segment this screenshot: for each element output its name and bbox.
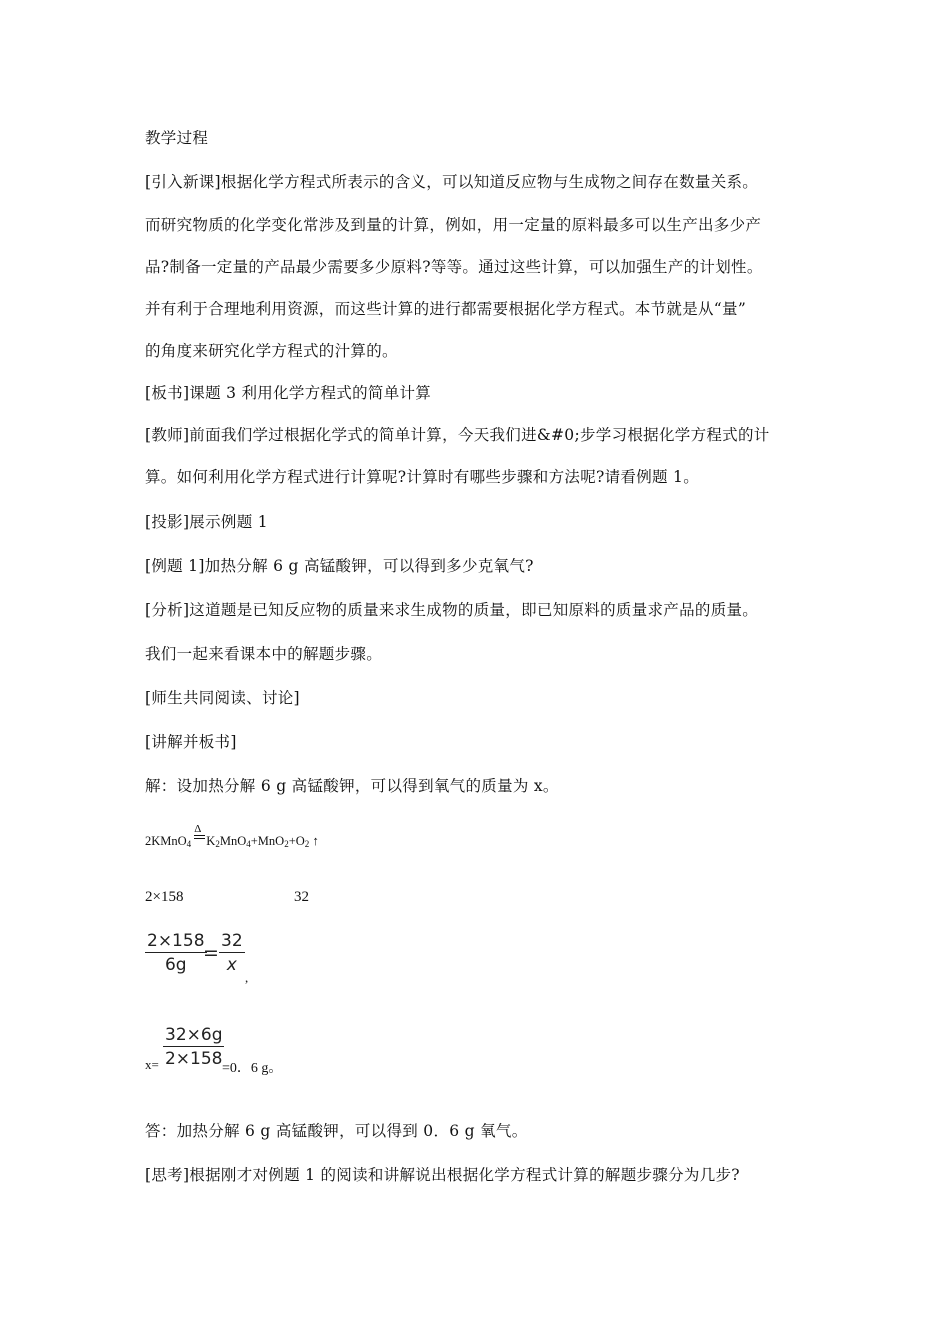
solution-fraction: $\frac{32\times 6g}{2\times 158}$ bbox=[164, 1025, 223, 1069]
blackboard-title: [板书]课题 3 利用化学方程式的简单计算 bbox=[145, 384, 432, 402]
equals-sign bbox=[194, 835, 205, 839]
solution-prefix: x= bbox=[145, 1057, 159, 1072]
eq-reactant: 2KMnO bbox=[145, 834, 187, 848]
example-question: [例题 1]加热分解 6 g 高锰酸钾，可以得到多少克氧气? bbox=[145, 557, 534, 575]
paragraph-line: 的角度来研究化学方程式的汁算的。 bbox=[145, 342, 398, 360]
section-heading: 教学过程 bbox=[145, 129, 209, 147]
solution-result: =0．6 g。 bbox=[222, 1061, 283, 1076]
paragraph-line: [引入新课]根据化学方程式所表示的含义，可以知道反应物与生成物之间存在数量关系。 bbox=[145, 173, 759, 191]
paragraph-line: [教师]前面我们学过根据化学式的简单计算，今天我们进&#0;步学习根据化学方程式的计 bbox=[145, 426, 770, 444]
paragraph-line: 而研究物质的化学变化常涉及到量的计算，例如，用一定量的原料最多可以生产出多少产 bbox=[145, 216, 762, 234]
answer-line: 答：加热分解 6 g 高锰酸钾，可以得到 0．6 g 氧气。 bbox=[145, 1122, 528, 1140]
paragraph-line: 算。如何利用化学方程式进行计算呢?计算时有哪些步骤和方法呢?请看例题 1。 bbox=[145, 468, 700, 486]
fraction-left: $\frac{2\times 158}{6g}$ bbox=[147, 931, 205, 975]
paragraph-line: [讲解并板书] bbox=[145, 733, 237, 751]
mass-left: 2×158 bbox=[145, 889, 184, 905]
delta-icon: Δ bbox=[194, 823, 202, 835]
chemical-equation: 2KMnO$_4$ Δ $K_2MnO_4+MnO_2+O_2$ ↑ bbox=[145, 823, 319, 849]
solution-setup: 解：设加热分解 6 g 高锰酸钾，可以得到氧气的质量为 x。 bbox=[145, 777, 559, 795]
paragraph-line: [分析]这道题是已知反应物的质量来求生成物的质量，即已知原料的质量求产品的质量。 bbox=[145, 601, 759, 619]
equals-symbol: = bbox=[203, 942, 219, 964]
fraction-right: $\frac{32}{x}$ bbox=[221, 931, 243, 975]
paragraph-line: 并有利于合理地利用资源，而这些计算的进行都需要根据化学方程式。本节就是从“量” bbox=[145, 300, 747, 318]
paragraph-line: [师生共同阅读、讨论] bbox=[145, 689, 300, 707]
mass-right: 32 bbox=[294, 889, 309, 905]
heat-condition-sign bbox=[194, 823, 206, 847]
gas-arrow-icon: ↑ bbox=[312, 833, 319, 848]
paragraph-line: 品?制备一定量的产品最少需要多少原料?等等。通过这些计算，可以加强生产的计划性。 bbox=[145, 258, 763, 276]
paragraph-line: [投影]展示例题 1 bbox=[145, 513, 268, 531]
thinking-question: [思考]根据刚才对例题 1 的阅读和讲解说出根据化学方程式计算的解题步骤分为几步? bbox=[145, 1166, 740, 1184]
comma: , bbox=[245, 970, 249, 985]
paragraph-line: 我们一起来看课本中的解题步骤。 bbox=[145, 645, 383, 663]
